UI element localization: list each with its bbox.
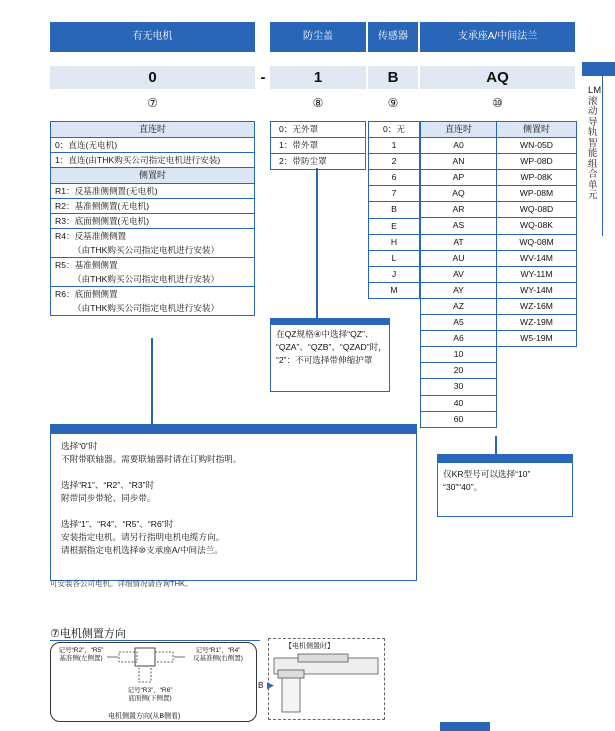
sensor-row: J [369, 267, 419, 283]
circle-9: ⑨ [387, 96, 399, 110]
bracket-side-row: WP-08D [497, 154, 576, 170]
label-bottom [120, 687, 180, 703]
dust-row: 0：无外罩 [271, 122, 365, 138]
bracket-side-head: 侧置时 [497, 122, 576, 138]
motor-row-main: R6：底面侧侧置 [55, 289, 118, 299]
header-motor: 有无电机 [50, 22, 255, 52]
code-motor: 0 [50, 66, 255, 89]
bottom-motor-shape [139, 666, 151, 682]
bracket-side-list [497, 138, 576, 346]
motor-row [51, 229, 254, 258]
side-diagram [268, 650, 383, 718]
main-note-line: 安装指定电机。请另行指明电机电缆方向。 [61, 532, 225, 542]
circle-10: ⑩ [492, 96, 503, 110]
sensor-row: M [390, 284, 398, 295]
label-bottom-line: 底面侧(下侧置) [128, 695, 172, 702]
code-dust: 1 [270, 66, 366, 89]
motor-row-main: R5：基准侧侧置 [55, 260, 118, 270]
label-bottom-line: 记号“R3”、“R6” [127, 687, 173, 694]
bracket-direct-row: 20 [421, 363, 496, 379]
bracket-side-row: WP-08K [497, 170, 576, 186]
code-sensor: B [368, 66, 418, 89]
bracket-direct-list [421, 138, 496, 427]
bracket-side-row: WV-14M [497, 251, 576, 267]
sensor-row: L [369, 251, 419, 267]
motor-row-sub: （由THK购买公司指定电机进行安装） [73, 274, 220, 284]
motor-body-shape [282, 674, 300, 712]
label-left-line: 记号“R2”、“R5” [58, 647, 104, 654]
page-footer-mark [440, 722, 490, 731]
diagram-underline [50, 640, 260, 641]
label-left [56, 647, 106, 663]
dust-note [270, 318, 390, 392]
motor-table [50, 121, 255, 316]
bracket-direct-row: AQ [421, 186, 496, 202]
bracket-side-row: WQ-08K [497, 218, 576, 234]
bracket-direct-row: 40 [421, 396, 496, 412]
motor-row: R3：底面侧侧置(无电机) [51, 214, 254, 229]
main-note-line: 选择“0”时 [61, 441, 98, 451]
main-note-line: 请根据指定电机选择⑩支承座A/中间法兰。 [61, 545, 223, 555]
label-left-line: 基准侧(左侧置) [59, 655, 103, 662]
bracket-direct-row: A0 [421, 138, 496, 154]
b-side-label: B [258, 681, 264, 690]
motor-row [51, 287, 254, 315]
b-arrow-icon: ▶ [267, 680, 274, 690]
bracket-direct-row: AP [421, 170, 496, 186]
main-note-line: 不附带联轴器。需要联轴器时请在订购时指明。 [61, 454, 242, 464]
motor-row: R2：基准侧侧置(无电机) [51, 199, 254, 214]
bracket-side-row: WP-08M [497, 186, 576, 202]
sensor-row: H [369, 235, 419, 251]
bracket-direct-row: 60 [453, 413, 464, 424]
sensor-row: 6 [369, 170, 419, 186]
main-note-line [61, 505, 416, 518]
side-tab-line [602, 76, 603, 236]
sensor-row: 0：无 [369, 122, 419, 138]
bracket-direct-row: AU [421, 251, 496, 267]
kr-note-line: “30”“40”。 [443, 482, 483, 492]
header-bracket: 支承座A/中间法兰 [420, 22, 575, 52]
bracket-side-row: WN-05D [497, 138, 576, 154]
bracket-direct-row: A5 [421, 315, 496, 331]
kr-note [437, 454, 573, 517]
main-note-body [51, 434, 416, 557]
sensor-row: 7 [369, 186, 419, 202]
label-right-line: 记号“R1”、“R4” [195, 647, 241, 654]
bracket-side-row: WZ-19M [497, 315, 576, 331]
bracket-direct-head: 直连时 [421, 122, 496, 138]
motor-row: 1：直连(由THK购买公司指定电机进行安装) [51, 153, 254, 168]
dust-table [270, 121, 366, 170]
main-note-line: 选择“1”、“R4”、“R5”、“R6”时 [61, 519, 174, 529]
bracket-direct-column [420, 121, 497, 428]
bracket-direct-row: 10 [421, 347, 496, 363]
left-motor-shape [119, 652, 137, 662]
bracket-side-row: WZ-16M [497, 299, 576, 315]
bracket-side-row: WY-11M [497, 267, 576, 283]
bracket-direct-row: AS [421, 218, 496, 234]
table-shape [298, 654, 348, 662]
diagram-caption: 电机侧置方向(从B侧看) [105, 711, 183, 721]
diagram-title: ⑦电机侧置方向 [50, 628, 126, 640]
dust-row: 2：带防尘罩 [279, 156, 327, 167]
circle-7: ⑦ [147, 96, 158, 110]
bracket-direct-row: A6 [421, 331, 496, 347]
sensor-row: 2 [369, 154, 419, 170]
sensor-row: 1 [369, 138, 419, 154]
header-dust: 防尘盖 [270, 22, 366, 52]
bracket-direct-row: 30 [421, 379, 496, 395]
circle-8: ⑧ [312, 96, 324, 110]
dust-note-line: 在QZ规格④中选择“QZ”、 [276, 329, 374, 339]
sensor-table [368, 121, 420, 299]
bracket-direct-row: AN [421, 154, 496, 170]
dust-note-line: “QZA”、“QZB”、“QZAD”时， [276, 342, 387, 352]
side-diagram-title: 【电机侧置时】 [285, 643, 334, 650]
center-block-shape [135, 648, 155, 666]
code-dash: - [260, 69, 266, 86]
bracket-direct-row: AR [421, 202, 496, 218]
rail-cross-section [105, 645, 187, 687]
main-note-line [61, 466, 416, 479]
bracket-direct-row: AV [421, 267, 496, 283]
label-right [186, 647, 250, 663]
motor-row-sub: （由THK购买公司指定电机进行安装） [73, 303, 220, 313]
bracket-direct-row: AT [421, 235, 496, 251]
footnote: 可安装各公司电机。详细情况请咨询THK。 [50, 579, 193, 588]
bracket-side-row: WQ-08M [497, 235, 576, 251]
sensor-row: B [369, 202, 419, 218]
bracket-side-row: W5-19M [520, 333, 553, 344]
right-motor-shape [155, 652, 173, 662]
main-note-line: 附带同步带轮、同步带。 [61, 493, 156, 503]
header-sensor: 传感器 [368, 22, 418, 52]
main-note-line: 选择“R1”、“R2”、“R3”时 [61, 480, 155, 490]
sensor-row: E [369, 219, 419, 235]
motor-side-head: 侧置时 [51, 168, 254, 184]
kr-note-line: 仅KR型号可以选择“10” [443, 469, 531, 479]
bracket-side-row: WY-14M [497, 283, 576, 299]
main-note [50, 424, 417, 581]
motor-row: 0：直连(无电机) [51, 138, 254, 153]
dust-row: 1：带外罩 [271, 138, 365, 154]
side-tab-top [582, 62, 615, 76]
motor-row-main: R4：反基准侧侧置 [55, 231, 127, 241]
motor-direct-head: 直连时 [51, 122, 254, 138]
motor-row [51, 258, 254, 287]
motor-row: R1：反基准侧侧置(无电机) [51, 184, 254, 199]
label-right-line: 反基准侧(右侧置) [193, 655, 243, 662]
kr-connector [495, 436, 497, 454]
bracket-side-row: WQ-08D [497, 202, 576, 218]
pulley-shape [278, 670, 304, 678]
motor-connector [151, 338, 153, 424]
dust-connector [316, 168, 318, 318]
bracket-direct-row: AY [421, 283, 496, 299]
motor-row-sub: （由THK购买公司指定电机进行安装） [73, 245, 220, 255]
bracket-side-column [496, 121, 577, 347]
side-tab-label: LM滚动导轨智能组合单元 [588, 85, 602, 201]
bracket-direct-row: AZ [421, 299, 496, 315]
dust-note-line: “2”：不可选择带伸缩护罩 [276, 355, 373, 365]
code-bracket: AQ [420, 66, 575, 89]
